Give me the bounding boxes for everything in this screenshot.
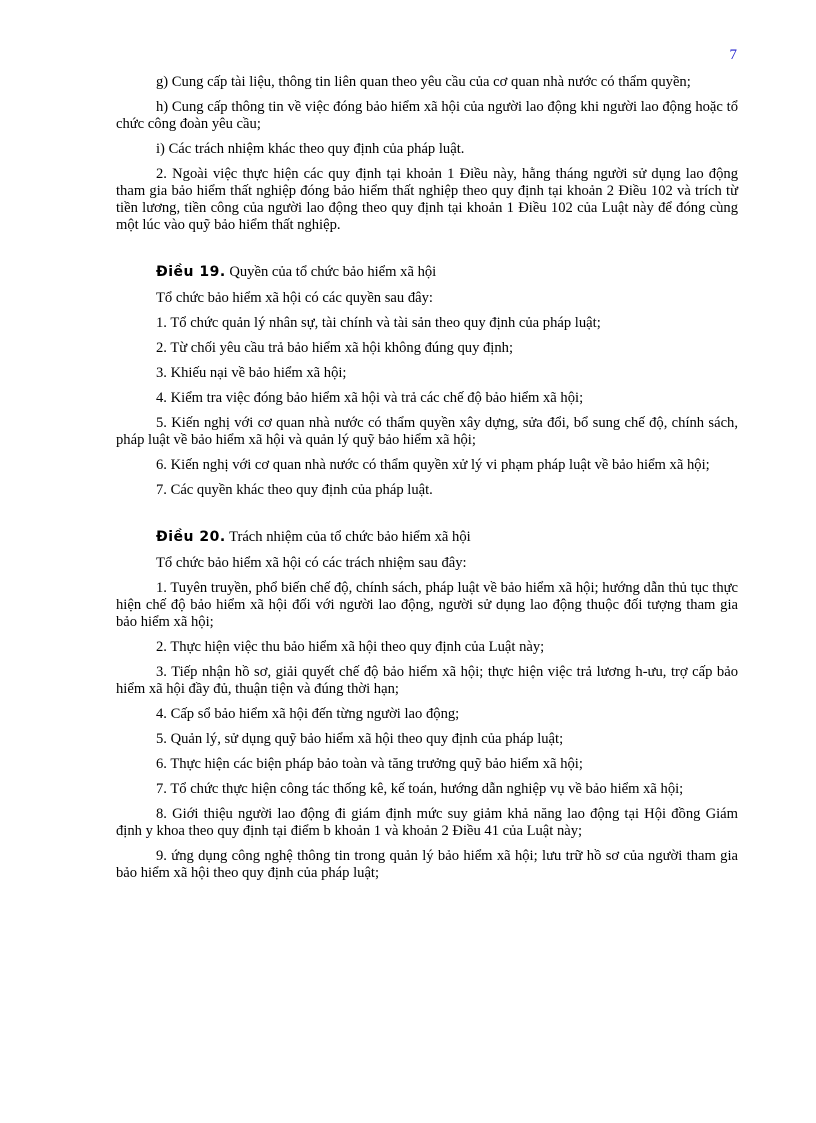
article-20-item: 1. Tuyên truyền, phổ biến chế độ, chính sách, pháp luật về bảo hiểm xã hội; hướng dẫn thủ tục thực hiện chế độ bảo hiểm xã hội đối với người lao động, người sử dụng lao động thuộc đối tượng tham gia bảo hiểm xã hội; xyxy=(116,580,738,630)
article-20-item: 8. Giới thiệu người lao động đi giám định mức suy giảm khả năng lao động tại Hội đồng Giám định y khoa theo quy định tại điểm b khoản 1 và khoản 2 Điều 41 của Luật này; xyxy=(116,806,738,839)
article-20-item: 3. Tiếp nhận hồ sơ, giải quyết chế độ bảo hiểm xã hội; thực hiện việc trả lương h-ưu, trợ cấp bảo hiểm xã hội đầy đủ, thuận tiện và đúng thời hạn; xyxy=(116,664,738,697)
paragraph: 2. Ngoài việc thực hiện các quy định tại khoản 1 Điều này, hằng tháng người sử dụng lao động tham gia bảo hiểm thất nghiệp đóng bảo hiểm thất nghiệp theo quy định tại khoản 2 Điều 102 và trích từ tiền lương, tiền công của người lao động theo quy định tại khoản 1 Điều 102 của Luật này để đóng cùng một lúc vào quỹ bảo hiểm thất nghiệp. xyxy=(116,166,738,233)
article-20-item: 4. Cấp sổ bảo hiểm xã hội đến từng người lao động; xyxy=(156,706,460,722)
article-19-item: 5. Kiến nghị với cơ quan nhà nước có thẩm quyền xây dựng, sửa đổi, bổ sung chế độ, chính sách, pháp luật về bảo hiểm xã hội và quản lý quỹ bảo hiểm xã hội; xyxy=(116,415,738,448)
article-19-item: 4. Kiểm tra việc đóng bảo hiểm xã hội và trả các chế độ bảo hiểm xã hội; xyxy=(156,390,584,406)
article-20-item: 9. ứng dụng công nghệ thông tin trong quản lý bảo hiểm xã hội; lưu trữ hồ sơ của người tham gia bảo hiểm xã hội theo quy định của pháp luật; xyxy=(116,848,738,881)
article-19-item: 7. Các quyền khác theo quy định của pháp luật. xyxy=(156,482,433,498)
article-19-item: 6. Kiến nghị với cơ quan nhà nước có thẩm quyền xử lý vi phạm pháp luật về bảo hiểm xã hội; xyxy=(156,457,710,473)
article-19-item: 2. Từ chối yêu cầu trả bảo hiểm xã hội không đúng quy định; xyxy=(156,340,514,356)
article-19-item: 3. Khiếu nại về bảo hiểm xã hội; xyxy=(156,365,347,381)
article-19-heading xyxy=(116,264,738,281)
page-number: 7 xyxy=(729,47,737,63)
article-20-item: 6. Thực hiện các biện pháp bảo toàn và tăng trưởng quỹ bảo hiểm xã hội; xyxy=(156,756,583,772)
article-20-intro: Tổ chức bảo hiểm xã hội có các trách nhiệm sau đây: xyxy=(156,555,467,571)
article-20-title: Trách nhiệm của tổ chức bảo hiểm xã hội xyxy=(229,529,471,545)
article-20-item: 7. Tổ chức thực hiện công tác thống kê, kế toán, hướng dẫn nghiệp vụ về bảo hiểm xã hội; xyxy=(156,781,684,797)
article-20-item: 2. Thực hiện việc thu bảo hiểm xã hội theo quy định của Luật này; xyxy=(156,639,545,655)
article-19-intro: Tổ chức bảo hiểm xã hội có các quyền sau đây: xyxy=(156,290,433,306)
article-19-number: Điều 19. xyxy=(156,264,226,280)
article-20-heading xyxy=(116,529,738,546)
paragraph: g) Cung cấp tài liệu, thông tin liên quan theo yêu cầu của cơ quan nhà nước có thẩm quyền; xyxy=(156,74,691,90)
article-20-item: 5. Quản lý, sử dụng quỹ bảo hiểm xã hội theo quy định của pháp luật; xyxy=(156,731,564,747)
document-body xyxy=(116,74,738,890)
article-19-title: Quyền của tổ chức bảo hiểm xã hội xyxy=(229,264,437,280)
article-20-number: Điều 20. xyxy=(156,529,226,545)
paragraph: i) Các trách nhiệm khác theo quy định của pháp luật. xyxy=(156,141,465,157)
article-19-item: 1. Tổ chức quản lý nhân sự, tài chính và tài sản theo quy định của pháp luật; xyxy=(156,315,601,331)
paragraph: h) Cung cấp thông tin về việc đóng bảo hiểm xã hội của người lao động khi người lao động hoặc tổ chức công đoàn yêu cầu; xyxy=(116,99,738,132)
